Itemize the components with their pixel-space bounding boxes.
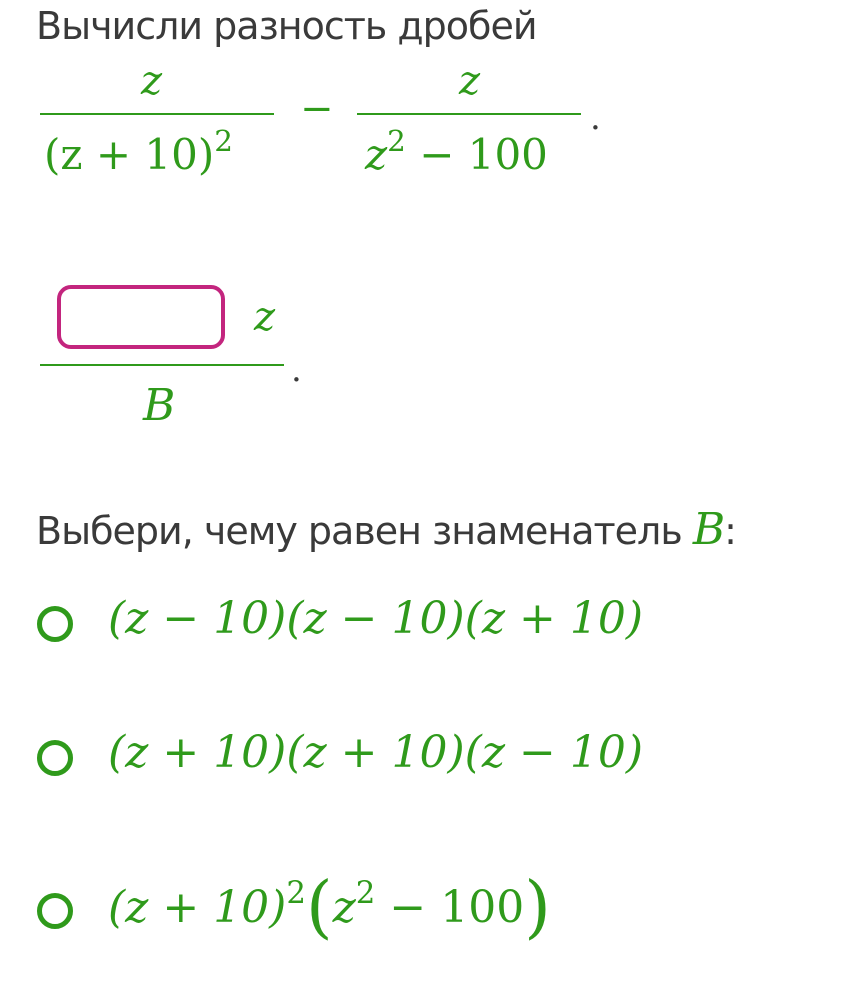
option-1-radio[interactable] (37, 606, 73, 642)
option-1-label: (z − 10)(z − 10)(z + 10) (108, 593, 644, 644)
question-prompt: Вычисли разность дробей (36, 4, 537, 48)
option-1[interactable] (0, 578, 760, 668)
option-2-radio[interactable] (37, 740, 73, 776)
choose-prompt-variable: B (692, 504, 725, 555)
choose-prompt: Выбери, чему равен знаменатель B: (36, 504, 736, 555)
option-3-label: $(z + 10)^2(z^2 - 100)$ (108, 868, 551, 948)
frac1-bar (40, 113, 274, 115)
answer-numerator-variable: z (254, 294, 276, 340)
frac1-numerator: z (141, 58, 163, 104)
frac2-bar (357, 113, 581, 115)
frac2-numerator: z (459, 58, 481, 104)
option-2-label: (z + 10)(z + 10)(z − 10) (108, 727, 644, 778)
question-end-dot: . (590, 98, 601, 138)
minus-sign: − (300, 86, 334, 132)
answer-fraction-bar (40, 364, 284, 366)
answer-denominator: B (143, 380, 176, 431)
frac2-denominator: $z^2 - 100$ (365, 123, 548, 179)
answer-end-dot: . (291, 350, 302, 390)
option-2[interactable] (0, 712, 760, 802)
frac1-denominator: $(z + 10)^2$ (44, 123, 233, 179)
option-3[interactable] (0, 860, 760, 970)
numerator-answer-input[interactable] (57, 285, 225, 349)
option-3-radio[interactable] (37, 893, 73, 929)
